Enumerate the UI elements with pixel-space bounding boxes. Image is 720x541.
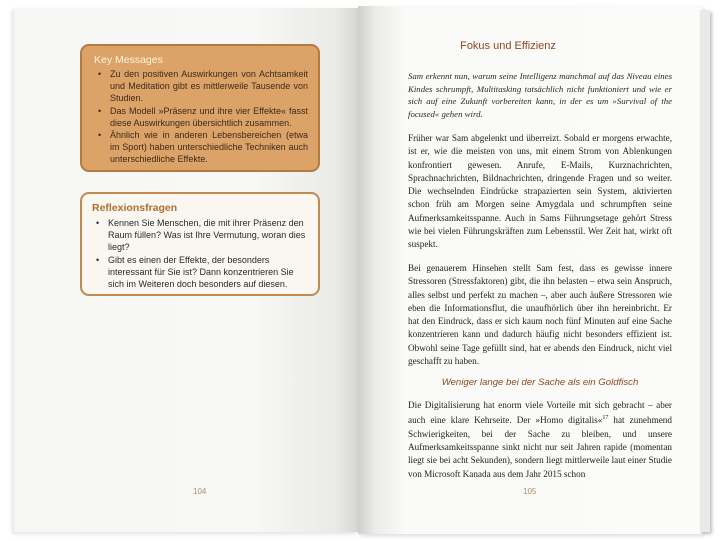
list-item: • Gibt es einen der Effekte, der besonders interessant für Sie ist? Dann konzentrieren Sie sich im Weiteren doch besonders auf diesen. — [96, 254, 294, 290]
bullet-icon: • — [96, 254, 100, 265]
page-number-left: 104 — [193, 487, 207, 496]
bullet-icon: • — [98, 105, 102, 116]
reflection-questions-box — [80, 192, 320, 296]
list-item: • Ähnlich wie in anderen Lebensbereichen (etwa im Sport) haben unterschiedliche Techniken auch unterschiedliche Effekte. — [98, 130, 308, 165]
footnote-marker: 17 — [602, 415, 609, 422]
chapter-intro: Sam erkennt nun, warum seine Intelligenz manchmal auf das Niveau eines Kindes schrumpft, Multitasking tatsächlich nicht funktioniert und wie er sich auf eine Zukunft vorbereiten kann, in der es um »Survival of the focused« gehen wird. — [408, 71, 672, 119]
chapter-title: Fokus und Effizienz — [460, 40, 556, 52]
page-number-right: 105 — [523, 487, 537, 496]
paragraph-1: Früher war Sam abgelenkt und überreizt. Sobald er morgens erwachte, ist er, wie die meisten von uns, mit einem Strom von Ablenkungen konfrontiert gewesen. Anrufe, E-Mails, Kurznachrichten, Sprachnachrichten, Bildnachrichten, dringende Fragen und so weiter. Die wechselnden Eindrücke strapazierten sein System, aktivierten schon früh am Morgen seine Amygdala und schrumpften seine Aufmerksamkeitsspanne. Auch in Sams Führungsetage gehört Stress wie bei vielen Führungskräften zum Lebensstil. Wer Zeit hat, wirkt oft suspekt. — [408, 133, 672, 250]
key-messages-list — [94, 68, 308, 166]
list-item: • Das Modell »Präsenz und ihre vier Effekte« fasst diese Auswirkungen übersichtlich zusammen. — [98, 105, 308, 128]
key-messages-title: Key Messages — [94, 54, 163, 66]
page-edges — [700, 10, 710, 532]
reflection-title: Reflexionsfragen — [92, 202, 178, 214]
key-messages-box — [80, 44, 320, 172]
list-item: • Kennen Sie Menschen, die mit ihrer Präsenz den Raum füllen? Was ist Ihre Vermutung, woran dies liegt? — [96, 218, 306, 253]
bullet-icon: • — [96, 218, 100, 228]
list-item: • Zu den positiven Auswirkungen von Achtsamkeit und Meditation gibt es mittlerweile Tausende von Studien. — [98, 69, 308, 104]
bullet-icon: • — [98, 69, 102, 79]
paragraph-2: Bei genauerem Hinsehen stellt Sam fest, dass es gewisse innere Stressoren (Stressfaktoren) gibt, die ihn belasten – etwa sein Anspruch, alles selbst und perfekt zu machen –, aber auch äußere Stressoren wie eben die Informationsflut, die unaufhörlich über ihn hereinbricht. Er hat den Eindruck, dass er sich kaum noch fünf Minuten auf eine Sache konzentrieren kann und dadurch häufig nicht besonders effizient ist. Obwohl seine Tage gefüllt sind, hat er abends den Eindruck, nicht viel geschafft zu haben. — [408, 263, 672, 367]
bullet-icon: • — [98, 130, 102, 141]
paragraph-3: Die Digitalisierung hat enorm viele Vorteile mit sich gebracht – aber auch eine klare Kehrseite. Der »Homo digitalis«$^{17}$ hat zunehmend Schwierigkeiten, bei der Sache zu bleiben, und unsere Aufmerksamkeitsspanne sinkt nicht nur seit Jahren rapide (momentan liegt sie bei acht Sekunden), sondern liegt mittlerweile laut einer Studie von Microsoft Kanada aus dem Jahr 2015 schon — [408, 400, 672, 479]
reflection-list — [92, 217, 308, 290]
section-subheading: Weniger lange bei der Sache als ein Goldfisch — [441, 377, 639, 388]
